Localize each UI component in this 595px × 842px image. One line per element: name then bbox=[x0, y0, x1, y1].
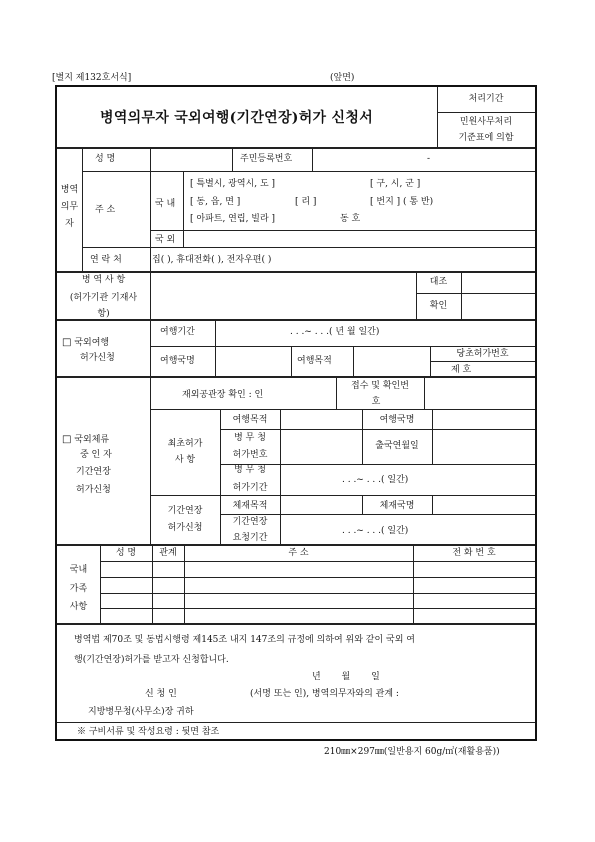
extension-request-label-1: 기간연장 bbox=[167, 506, 203, 516]
military-label-3: 항) bbox=[97, 309, 110, 319]
travel-checkbox[interactable]: □ bbox=[62, 337, 72, 348]
mma-permit-no-label-2: 허가번호 bbox=[232, 450, 268, 460]
military-label-1: 병 역 사 항 bbox=[81, 275, 126, 285]
extension-checkbox-label-3: 기간연장 bbox=[76, 467, 111, 477]
address-line3-unit: 동 호 bbox=[340, 214, 361, 224]
extension-request-label-2: 허가신청 bbox=[167, 523, 203, 533]
divider bbox=[57, 623, 535, 625]
departure-date-label: 출국연월일 bbox=[375, 441, 419, 451]
original-permit-no-label: 당초허가번호 bbox=[456, 349, 509, 359]
declaration-date[interactable]: 년 월 일 bbox=[312, 672, 380, 682]
divider bbox=[150, 346, 535, 347]
stay-country-field[interactable] bbox=[433, 496, 534, 513]
divider bbox=[57, 544, 535, 546]
processing-note-1: 민원사무처리 bbox=[459, 117, 513, 127]
divider bbox=[232, 147, 233, 171]
address-line2-lot: [ 번지 ] ( 통 반) bbox=[370, 197, 434, 207]
travel-purpose-label: 여행목적 bbox=[297, 356, 332, 366]
contact-text[interactable]: 집( ), 휴대전화( ), 전자우편( ) bbox=[152, 255, 272, 265]
paper-spec: 210㎜×297㎜(일반용지 60g/㎡(재활용품)) bbox=[324, 747, 500, 757]
rrn-separator: - bbox=[427, 154, 431, 164]
family-col-address: 주 소 bbox=[288, 548, 309, 558]
divider bbox=[82, 147, 83, 271]
divider bbox=[291, 346, 292, 376]
trip-purpose-field[interactable] bbox=[281, 410, 361, 428]
divider bbox=[437, 112, 535, 113]
mma-permit-period-value[interactable]: . . .~ . . .( 일간) bbox=[342, 475, 409, 485]
family-col-name: 성 명 bbox=[115, 548, 137, 558]
departure-date-field[interactable] bbox=[433, 430, 534, 463]
divider bbox=[220, 514, 535, 515]
declaration-line-2: 행(기간연장)허가를 받고자 신청합니다. bbox=[74, 655, 229, 665]
address-line3-apartment: [ 아파트, 연립, 빌라 ] bbox=[190, 214, 276, 224]
divider bbox=[430, 361, 535, 362]
address-line1-city: [ 구, 시, 군 ] bbox=[370, 179, 421, 189]
abroad-label: 국 외 bbox=[155, 235, 176, 245]
family-col-relation: 관계 bbox=[159, 548, 177, 558]
family-section-label-1: 국내 bbox=[69, 565, 88, 575]
rrn-field[interactable] bbox=[313, 148, 534, 171]
name-label: 성 명 bbox=[95, 154, 116, 164]
form-title: 병역의무자 국외여행(기간연장)허가 신청서 bbox=[100, 110, 374, 126]
stay-country-label: 체재국명 bbox=[379, 501, 415, 511]
address-line2-village: [ 리 ] bbox=[295, 197, 317, 207]
divider bbox=[150, 319, 151, 376]
original-permit-no-value[interactable]: 제 호 bbox=[451, 365, 472, 375]
rrn-label: 주민등록번호 bbox=[240, 154, 293, 164]
trip-country-field[interactable] bbox=[433, 410, 534, 428]
receipt-label-2: 호 bbox=[371, 397, 381, 407]
signature-note[interactable]: (서명 또는 인), 병역의무자와의 관계 : bbox=[250, 689, 399, 699]
extension-checkbox-label-4: 허가신청 bbox=[76, 485, 111, 495]
mma-permit-period-label-2: 허가기간 bbox=[232, 483, 268, 493]
verify-label: 대조 bbox=[429, 277, 448, 287]
divider bbox=[57, 722, 535, 723]
family-table-row[interactable] bbox=[101, 578, 534, 593]
mma-permit-no-label-1: 병 무 청 bbox=[234, 433, 266, 443]
address-label: 주 소 bbox=[95, 205, 116, 215]
extension-checkbox-label: 국외체류 bbox=[74, 435, 110, 445]
military-label-2: (허가기관 기재사 bbox=[69, 293, 138, 303]
initial-permit-label-2: 사 항 bbox=[174, 455, 196, 465]
address-line1-province: [ 특별시, 광역시, 도 ] bbox=[190, 179, 276, 189]
applicant-section-label-1: 병역 bbox=[60, 185, 79, 195]
travel-country-field[interactable] bbox=[216, 347, 290, 375]
domestic-address-field[interactable] bbox=[184, 172, 534, 230]
travel-checkbox-row[interactable] bbox=[62, 338, 109, 348]
confirm-label: 확인 bbox=[429, 301, 448, 311]
declaration-line-1: 병역법 제70조 및 동법시행령 제145조 내지 147조의 규정에 의하여 위와 같이 국외 여 bbox=[74, 635, 415, 645]
family-table-row[interactable] bbox=[101, 609, 534, 622]
applicant-section-label-2: 의무 bbox=[60, 202, 79, 212]
divider bbox=[416, 293, 535, 294]
family-section-label-3: 사항 bbox=[69, 602, 88, 612]
abroad-address-field[interactable] bbox=[184, 231, 534, 247]
initial-permit-label-1: 최초허가 bbox=[167, 439, 203, 449]
applicant-section-label-3: 자 bbox=[65, 219, 74, 229]
divider bbox=[461, 271, 462, 319]
extension-checkbox-row[interactable] bbox=[62, 435, 109, 445]
trip-country-label: 여행국명 bbox=[379, 415, 415, 425]
name-field[interactable] bbox=[151, 148, 231, 171]
receipt-number-field[interactable] bbox=[425, 377, 534, 408]
attachment-note: ※ 구비서류 및 작성요령 : 뒷면 참조 bbox=[77, 727, 220, 737]
travel-checkbox-label-2: 허가신청 bbox=[80, 353, 115, 363]
travel-purpose-field[interactable] bbox=[354, 347, 429, 375]
stay-purpose-field[interactable] bbox=[281, 496, 361, 513]
address-line2-town: [ 동, 읍, 면 ] bbox=[190, 197, 241, 207]
extension-period-value[interactable]: . . .~ . . .( 일간) bbox=[342, 526, 409, 536]
travel-period-label: 여행기간 bbox=[160, 327, 195, 337]
extension-period-label-1: 기간연장 bbox=[232, 517, 268, 527]
extension-period-label-2: 요청기간 bbox=[232, 533, 268, 543]
consul-confirmation-label: 재외공관장 확인 : 인 bbox=[182, 390, 264, 400]
addressee: 지방병무청(사무소)장 귀하 bbox=[88, 707, 194, 717]
receipt-label-1: 접수 및 확인번 bbox=[351, 381, 409, 391]
divider bbox=[57, 319, 535, 321]
travel-checkbox-label: 국외여행 bbox=[74, 338, 110, 348]
mma-permit-period-label-1: 병 무 청 bbox=[234, 465, 266, 475]
domestic-label: 국 내 bbox=[155, 199, 176, 209]
trip-purpose-label: 여행목적 bbox=[232, 415, 268, 425]
extension-checkbox-label-2: 중 인 자 bbox=[80, 450, 112, 460]
travel-period-value[interactable]: . . .~ . . .( 년 월 일간) bbox=[290, 327, 380, 337]
family-table-row[interactable] bbox=[101, 562, 534, 577]
processing-period-label: 처리기간 bbox=[468, 94, 504, 104]
mma-permit-no-field[interactable] bbox=[281, 430, 361, 463]
page-side-label: (앞면) bbox=[330, 73, 355, 83]
family-section-label-2: 가족 bbox=[69, 584, 88, 594]
form-number: [별지 제132호서식] bbox=[52, 73, 132, 83]
extension-checkbox[interactable]: □ bbox=[62, 434, 72, 445]
processing-note-2: 기준표에 의함 bbox=[458, 133, 514, 143]
travel-country-label: 여행국명 bbox=[160, 356, 195, 366]
military-info-field[interactable] bbox=[151, 272, 415, 318]
stay-purpose-label: 체재목적 bbox=[232, 501, 268, 511]
divider bbox=[82, 247, 535, 248]
family-col-phone: 전 화 번 호 bbox=[452, 548, 496, 558]
contact-label: 연 락 처 bbox=[90, 255, 122, 265]
signer-label: 신 청 인 bbox=[145, 689, 177, 699]
divider bbox=[220, 464, 535, 465]
family-table-row[interactable] bbox=[101, 594, 534, 608]
